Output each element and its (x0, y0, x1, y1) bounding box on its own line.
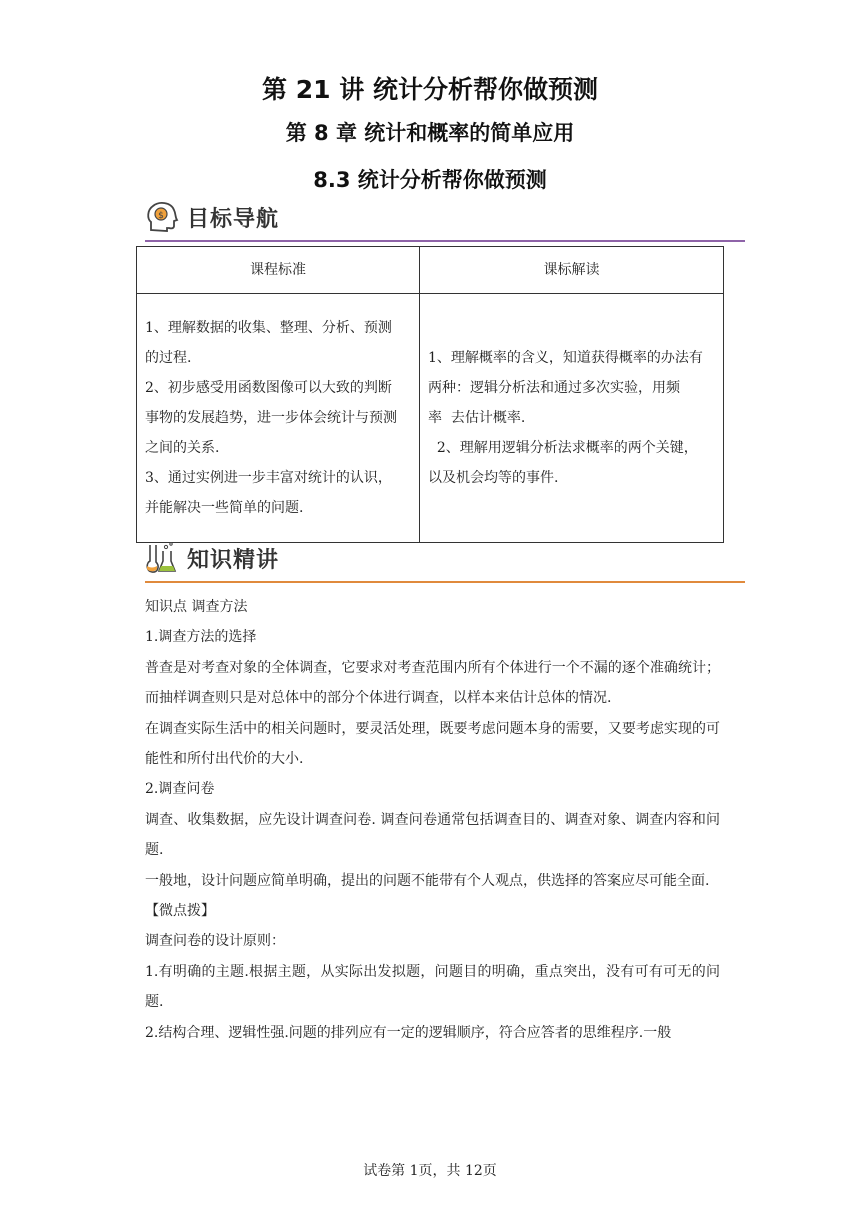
goals-banner-rule (145, 240, 745, 242)
standard-cell (137, 294, 420, 543)
standard-line: 事物的发展趋势，进一步体会统计与预测 (145, 410, 397, 426)
knowledge-banner (145, 541, 745, 583)
svg-text:$: $ (158, 211, 164, 221)
interpretation-cell (420, 294, 724, 543)
chapter-title: 第 8 章 统计和概率的简单应用 (285, 121, 575, 145)
curriculum-table (136, 246, 724, 543)
paragraph: 2.结构合理、逻辑性强.问题的排列应有一定的逻辑顺序，符合应答者的思维程序.一般 (145, 1024, 672, 1041)
knowledge-point-heading: 知识点 调查方法 (145, 599, 248, 615)
paragraph: 在调查实际生活中的相关问题时，要灵活处理，既要考虑问题本身的需要，又要考虑实现的可能性和所付出代价的大小. (145, 720, 720, 768)
table-header-interpretation: 课标解读 (420, 247, 724, 294)
standard-line: 2、初步感受用函数图像可以大致的判断 (145, 380, 392, 396)
knowledge-banner-title: 知识精讲 (187, 548, 280, 573)
table-row (137, 294, 724, 543)
interpretation-line: 以及机会均等的事件. (428, 470, 559, 486)
knowledge-banner-rule (145, 581, 745, 583)
interpretation-line: 率 去估计概率. (428, 410, 526, 426)
subsection-heading: 2.调查问卷 (145, 781, 215, 798)
table-header-standard: 课程标准 (137, 247, 420, 294)
lab-flask-icon (145, 541, 179, 575)
paragraph: 调查、收集数据，应先设计调查问卷. 调查问卷通常包括调查目的、调查对象、调查内容和问题. (145, 811, 720, 859)
section-title: 8.3 统计分析帮你做预测 (313, 168, 547, 192)
paragraph: 普查是对考查对象的全体调查，它要求对考查范围内所有个体进行一个不漏的逐个准确统计；而抽样调查则只是对总体中的部分个体进行调查，以样本来估计总体的情况. (145, 659, 720, 707)
page-footer: 试卷第 1页，共 12页 (363, 1163, 497, 1179)
standard-line: 的过程. (145, 350, 192, 366)
standard-line: 1、理解数据的收集、整理、分析、预测 (145, 320, 392, 336)
standard-line: 并能解决一些简单的问题. (145, 500, 304, 516)
tip-heading: 【微点拨】 (145, 903, 215, 920)
standard-line: 3、通过实例进一步丰富对统计的认识， (145, 470, 392, 486)
goals-banner (145, 200, 745, 242)
paragraph: 调查问卷的设计原则： (145, 933, 285, 950)
interpretation-line: 两种：逻辑分析法和通过多次实验，用频 (428, 380, 680, 396)
lesson-title: 第 21 讲 统计分析帮你做预测 (262, 75, 598, 104)
head-gear-icon (145, 200, 179, 234)
interpretation-line: 2、理解用逻辑分析法求概率的两个关键， (428, 440, 698, 456)
paragraph: 一般地，设计问题应简单明确，提出的问题不能带有个人观点，供选择的答案应尽可能全面. (145, 872, 710, 889)
standard-line: 之间的关系. (145, 440, 220, 456)
paragraph: 1.有明确的主题.根据主题，从实际出发拟题，问题目的明确，重点突出，没有可有可无的问题. (145, 963, 720, 1011)
interpretation-line: 1、理解概率的含义，知道获得概率的办法有 (428, 350, 703, 366)
subsection-heading: 1.调查方法的选择 (145, 629, 257, 646)
goals-banner-title: 目标导航 (187, 207, 280, 232)
knowledge-content (145, 592, 720, 1048)
